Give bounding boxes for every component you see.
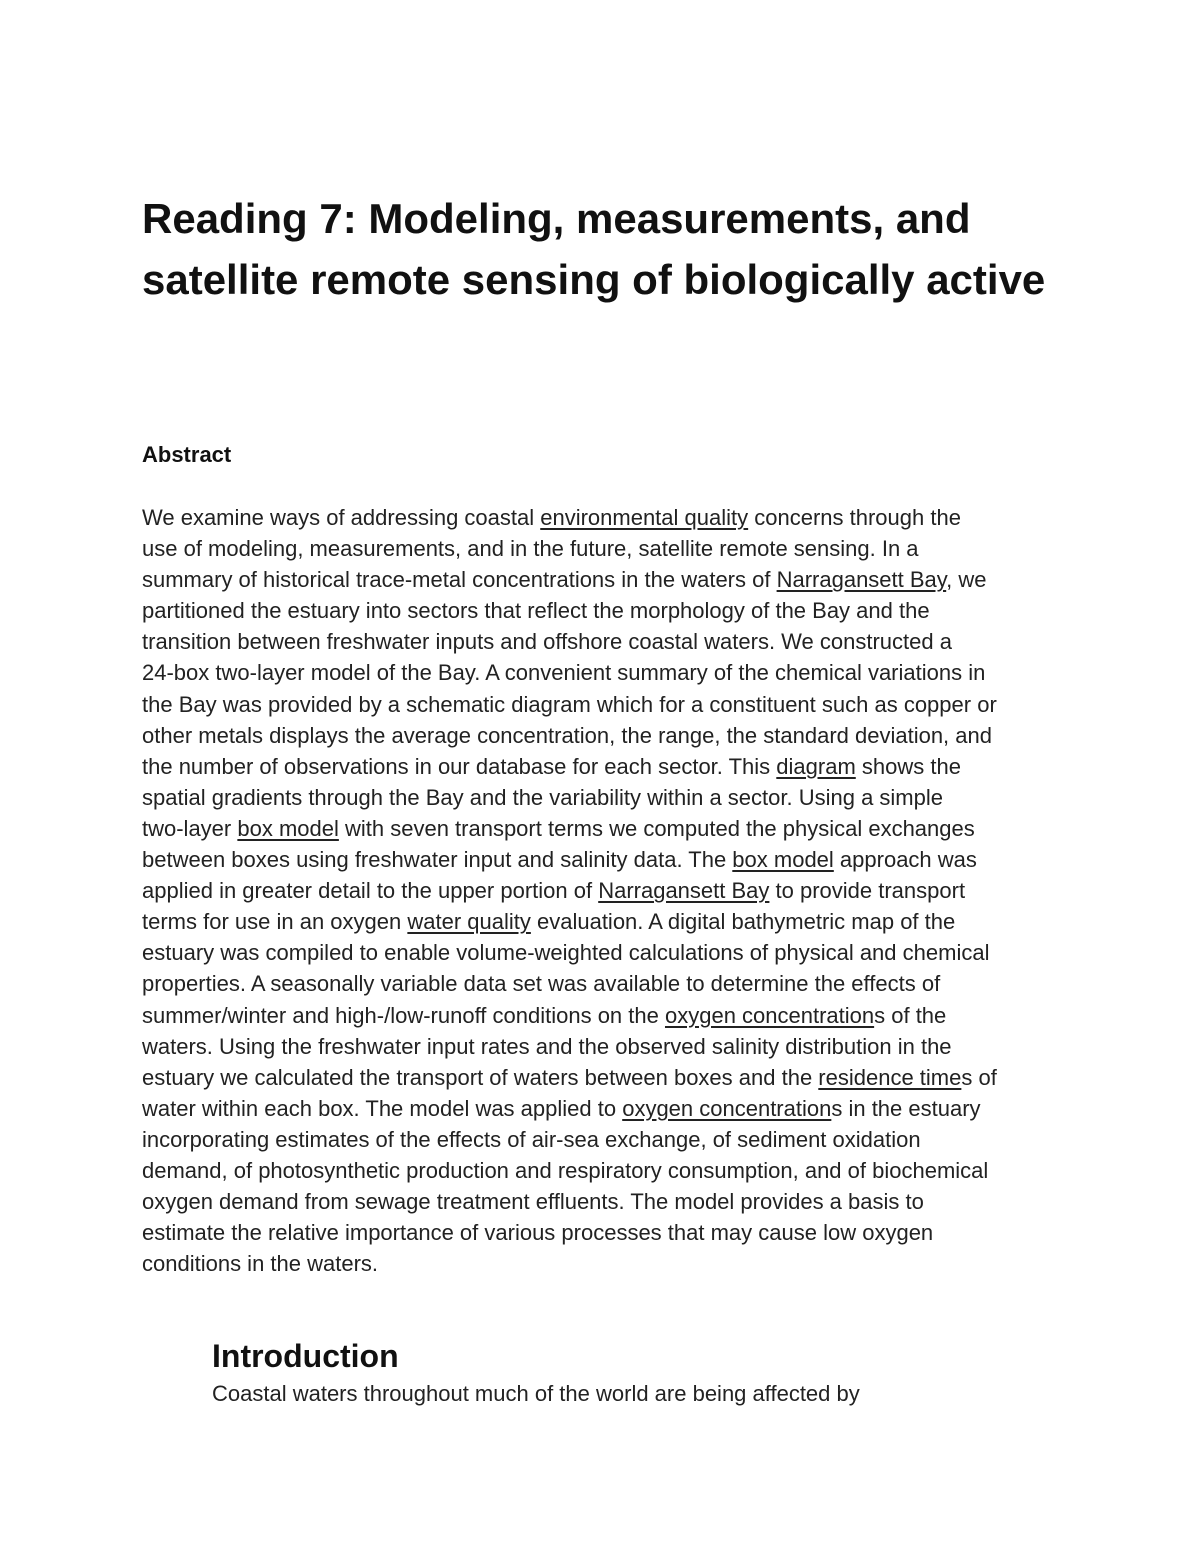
page-title: Reading 7: Modeling, measurements, and satellite remote sensing of biologically active	[142, 195, 1046, 303]
abstract-line	[142, 626, 1067, 657]
abstract-line	[142, 1093, 1067, 1124]
abstract-text: the Bay was provided by a schematic diagram which for a constituent such as copper or	[142, 691, 997, 717]
abstract-text: summer/winter and high-/low-runoff conditions on the	[142, 1002, 665, 1028]
abstract-line	[142, 689, 1067, 720]
abstract-text: oxygen demand from sewage treatment effluents. The model provides a basis to	[142, 1189, 924, 1215]
abstract-line	[142, 533, 1067, 564]
glossary-link[interactable]: oxygen concentration	[664, 1002, 875, 1028]
abstract-line	[142, 1062, 1067, 1093]
abstract-text: demand, of photosynthetic production and respiratory consumption, and of biochemical	[142, 1157, 989, 1183]
abstract-text: properties. A seasonally variable data set was available to determine the effects of	[142, 971, 941, 997]
abstract-line	[142, 937, 1067, 968]
abstract-line	[142, 813, 1067, 844]
abstract-text: water within each box. The model was applied to	[142, 1095, 623, 1121]
abstract-text: s of the	[874, 1002, 947, 1028]
abstract-text: spatial gradients through the Bay and the variability within a sector. Using a simple	[142, 784, 943, 810]
abstract-text: evaluation. A digital bathymetric map of the	[530, 909, 956, 935]
abstract-text: We examine ways of addressing coastal	[142, 505, 541, 530]
abstract-text: terms for use in an oxygen	[142, 909, 408, 935]
abstract-text: shows the	[855, 753, 961, 779]
abstract-text: , we	[946, 567, 987, 593]
glossary-link[interactable]: Narragansett Bay	[776, 567, 947, 593]
abstract-text: concerns through the	[748, 505, 961, 530]
glossary-link[interactable]: oxygen concentration	[622, 1095, 832, 1121]
abstract-text: partitioned the estuary into sectors that reflect the morphology of the Bay and the	[142, 598, 930, 624]
abstract-text: applied in greater detail to the upper portion of	[142, 878, 599, 904]
abstract-text: use of modeling, measurements, and in the future, satellite remote sensing. In a	[142, 536, 919, 562]
abstract-text: summary of historical trace-metal concentrations in the waters of	[142, 567, 777, 593]
abstract-line	[142, 595, 1067, 626]
abstract-text: 24-box two-layer model of the Bay. A convenient summary of the chemical variations in	[142, 660, 986, 686]
glossary-link[interactable]: environmental quality	[540, 505, 749, 530]
abstract-text: approach was	[833, 847, 977, 873]
abstract-text: estuary we calculated the transport of waters between boxes and the	[142, 1064, 819, 1090]
abstract-text: two-layer	[142, 815, 238, 841]
abstract-text: with seven transport terms we computed the physical exchanges	[338, 815, 975, 841]
abstract-line	[142, 875, 1067, 906]
abstract-line	[142, 1248, 1067, 1279]
abstract-line	[142, 1124, 1067, 1155]
abstract-text: waters. Using the freshwater input rates and the observed salinity distribution in the	[142, 1033, 952, 1059]
abstract-line	[142, 782, 1067, 813]
abstract-text: the number of observations in our database for each sector. This	[142, 753, 777, 779]
abstract-heading: Abstract	[142, 442, 232, 467]
abstract-text: s of	[961, 1064, 997, 1090]
abstract-line	[142, 751, 1067, 782]
abstract-line	[142, 1217, 1067, 1248]
abstract-text: estuary was compiled to enable volume-weighted calculations of physical and chemical	[142, 940, 990, 966]
abstract-line	[142, 968, 1067, 999]
glossary-link[interactable]: diagram	[776, 753, 856, 779]
abstract-text: other metals displays the average concentration, the range, the standard deviation, and	[142, 722, 992, 748]
abstract-text: s in the estuary	[831, 1095, 981, 1121]
abstract-text: to provide transport	[769, 878, 966, 904]
abstract-line	[142, 844, 1067, 875]
abstract-line	[142, 1155, 1067, 1186]
abstract-line	[142, 1186, 1067, 1217]
glossary-link[interactable]: water quality	[407, 909, 531, 935]
introduction-heading: Introduction	[212, 1338, 399, 1374]
glossary-link[interactable]: residence time	[818, 1064, 962, 1090]
glossary-link[interactable]: box model	[237, 815, 339, 841]
abstract-line	[142, 906, 1067, 937]
abstract-text: incorporating estimates of the effects of air-sea exchange, of sediment oxidation	[142, 1126, 921, 1152]
introduction-paragraph: Coastal waters throughout much of the world are being affected by	[212, 1381, 860, 1406]
glossary-link[interactable]: box model	[732, 847, 834, 873]
abstract-text: estimate the relative importance of various processes that may cause low oxygen	[142, 1220, 934, 1246]
abstract-paragraph	[142, 502, 1067, 1279]
abstract-line	[142, 1031, 1067, 1062]
abstract-text: transition between freshwater inputs and offshore coastal waters. We constructed a	[142, 629, 952, 655]
abstract-text: between boxes using freshwater input and salinity data. The	[142, 847, 733, 873]
abstract-text: conditions in the waters.	[142, 1251, 379, 1277]
abstract-line	[142, 502, 1067, 533]
abstract-line	[142, 657, 1067, 688]
abstract-line	[142, 564, 1067, 595]
abstract-line	[142, 1000, 1067, 1031]
glossary-link[interactable]: Narragansett Bay	[598, 878, 770, 904]
abstract-line	[142, 720, 1067, 751]
